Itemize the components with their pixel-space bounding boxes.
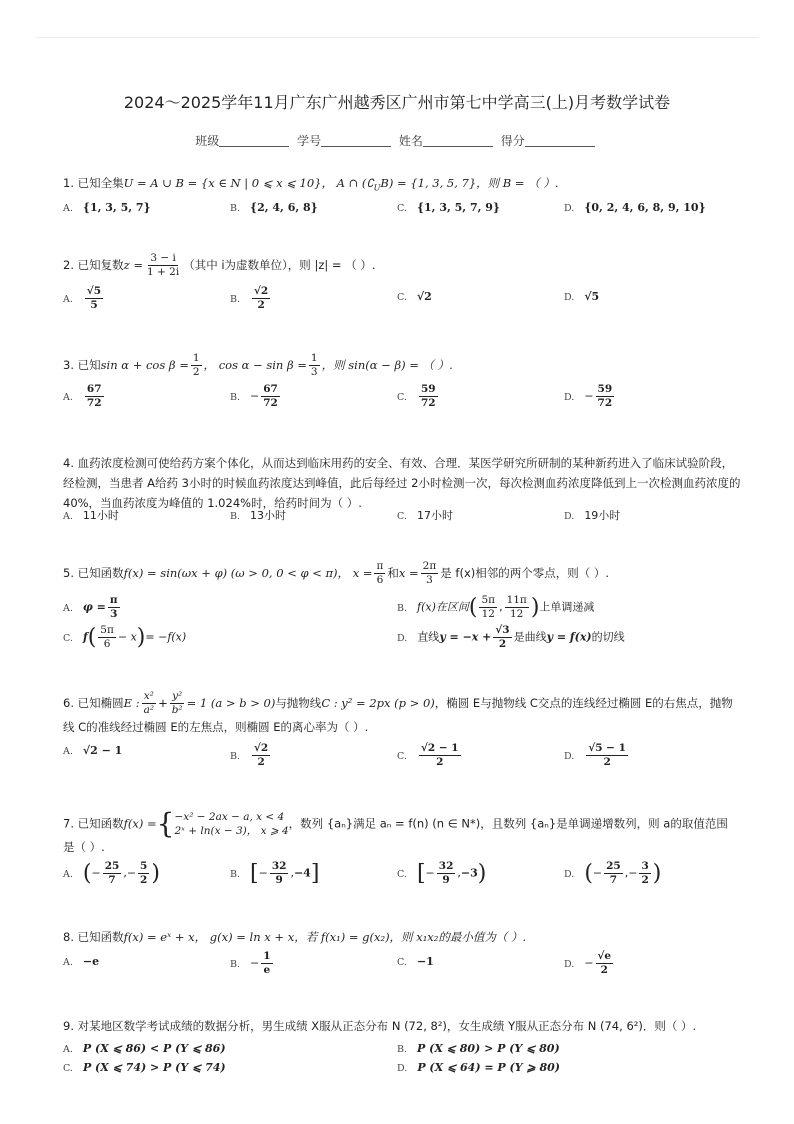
student-info-row [0,132,794,149]
option-b[interactable]: B. {2, 4, 6, 8} [230,201,318,214]
option-c[interactable]: C. $\frac{59}{72}$ [397,383,436,409]
option-b[interactable]: B. 13小时 [230,509,287,522]
option-c[interactable]: C. $\frac{√2 - 1}{2}$ [397,742,459,768]
question-3: 3. 已知sin α + cos β = $\frac{1}{2}$ ， cos α − sin β = $\frac{1}{3}$ ，则 sin(α − β) = （ ）. [63,352,453,378]
question-1: 1. 已知全集U = A ∪ B = {x ∈ N | 0 ⩽ x ⩽ 10}， A ∩ $(∁_UB) = \{1$, 3, 5, 7}，则 B = （ ）. [63,176,559,193]
option-d[interactable]: D. √5 [564,290,600,303]
question-9: 9. 对某地区数学考试成绩的数据分析，男生成绩 X服从正态分布 N (72, 8²)，女生成绩 Y服从正态分布 N (74, 6²)．则（ ）. [63,1019,697,1033]
question-5: 5. 已知函数f(x) = sin(ωx + φ) (ω > 0, 0 < φ < π)， x = $\frac{\pi}{6}$ 和x = $\frac{2\pi}{3}$ 是 f(x)相邻的两个零点，则（ ）. [63,560,610,586]
option-a[interactable]: A. 11小时 [63,509,119,522]
option-c[interactable]: C. f( $\frac{5\pi}{6}$ − x)= −f(x) [63,624,187,650]
option-a[interactable]: A. {1, 3, 5, 7} [63,201,151,214]
option-a[interactable]: A. P (X ⩽ 86) < P (Y ⩽ 86) [63,1042,226,1055]
option-b[interactable]: B. P (X ⩽ 80) > P (Y ⩽ 80) [397,1042,560,1055]
page-title: 2024～2025学年11月广东广州越秀区广州市第七中学高三(上)月考数学试卷 [123,93,671,112]
option-a[interactable]: A. √2 − 1 [63,744,123,757]
id-blank [321,134,391,147]
option-c[interactable]: C. √2 [397,290,432,303]
option-b[interactable]: B. − $\frac{67}{72}$ [230,383,278,409]
option-c[interactable]: C. 17小时 [397,509,453,522]
option-d[interactable]: D. {0, 2, 4, 6, 8, 9, 10} [564,201,706,214]
option-d[interactable]: D. 直线y = −x + $\frac{√3}{2}$ 是曲线y = f(x)的切线 [397,624,625,650]
option-d[interactable]: D. 19小时 [564,509,621,522]
option-d[interactable]: D. − $\frac{√e}{2}$ [564,950,612,976]
option-c[interactable]: C. −1 [397,955,434,968]
question-6: 6. 已知椭圆E : $\frac{\text{x²}}{\text{a²}}$ + $\frac{\text{y²}}{\text{b²}}$ = 1 (a > b > 0)与抛物线C : y² = 2px (p > 0)，椭圆 E与抛物线 C交点的连线经过椭圆 E的右焦点，抛物 [63,690,733,716]
name-label: 姓名 [398,134,423,148]
option-d[interactable]: D. $\frac{√5 - 1}{2}$ [564,742,626,768]
id-label: 学号 [297,134,322,148]
question-2: 2. 已知复数z = $\frac{3 - i}{1 + 2i}$ （其中 i为虚数单位），则 |z| = （ ）. [63,252,376,278]
option-a[interactable]: A. −e [63,955,100,968]
option-a[interactable]: A. φ = $\frac{\pi}{3}$ [63,594,118,620]
option-b[interactable]: B. [− $\frac{32}{9}$ ,−4] [230,860,320,886]
question-4: 4. 血药浓度检测可使给药方案个体化，从而达到临床用药的安全、有效、合理．某医学研究所研制的某种新药进入了临床试验阶段，经检测，当患者 A给药 3小时的时候血药浓度达到峰值，此后每经过 2小时检测一次，每次检测血药浓度降低到上一次检测血药浓度的 40%，当血药浓度为峰值的 1.024%时，给药时间为（ ）. [63,456,741,510]
option-d[interactable]: D. − $\frac{59}{72}$ [564,383,613,409]
option-b[interactable]: B. f(x)在区间( $\frac{5\pi}{12}$ , $\frac{11\pi}{12}$ )上单调递减 [397,594,595,620]
question-5-options [63,594,743,664]
option-a[interactable]: A. $\frac{67}{72}$ [63,383,102,409]
name-blank [423,134,493,147]
class-label: 班级 [195,134,220,148]
option-b[interactable]: B. $\frac{√2}{2}$ [230,285,269,311]
option-c[interactable]: C. [− $\frac{32}{9}$ ,−3) [397,860,487,886]
score-label: 得分 [500,134,525,148]
question-6-line-2: 线 C的准线经过椭圆 E的左焦点，则椭圆 E的离心率为（ ）. [63,720,369,734]
class-blank [219,134,289,147]
question-7: 7. 已知函数f(x) ={ −x² − 2ax − a, x < 4 2ˣ + ln(x − 3)， x ⩾ 4 ，数列 {aₙ}满足 aₙ = f(n) (n ∈ N*)，且数列 {aₙ}是单调递增数列，则 a的取值范围 [63,807,728,840]
option-b[interactable]: B. $\frac{√2}{2}$ [230,742,269,768]
option-c[interactable]: C. P (X ⩽ 74) > P (Y ⩽ 74) [63,1061,226,1074]
option-c[interactable]: C. {1, 3, 5, 7, 9} [397,201,501,214]
top-divider [36,37,758,38]
option-a[interactable]: A. $\frac{√5}{5}$ [63,285,102,311]
question-8: 8. 已知函数f(x) = eˣ + x， g(x) = ln x + x，若 f(x₁) = g(x₂)，则 x₁x₂的最小值为（ ）. [63,930,527,944]
option-d[interactable]: D. (− $\frac{25}{7}$ ,− $\frac{3}{2}$ ) [564,860,662,886]
option-d[interactable]: D. P (X ⩽ 64) = P (Y ⩾ 80) [397,1061,560,1074]
score-blank [525,134,595,147]
question-7-line-2: 是（ ）. [63,840,105,854]
option-b[interactable]: B. − $\frac{1}{e}$ [230,950,271,976]
option-a[interactable]: A. (− $\frac{25}{7}$ ,− $\frac{5}{2}$ ) [63,860,160,886]
